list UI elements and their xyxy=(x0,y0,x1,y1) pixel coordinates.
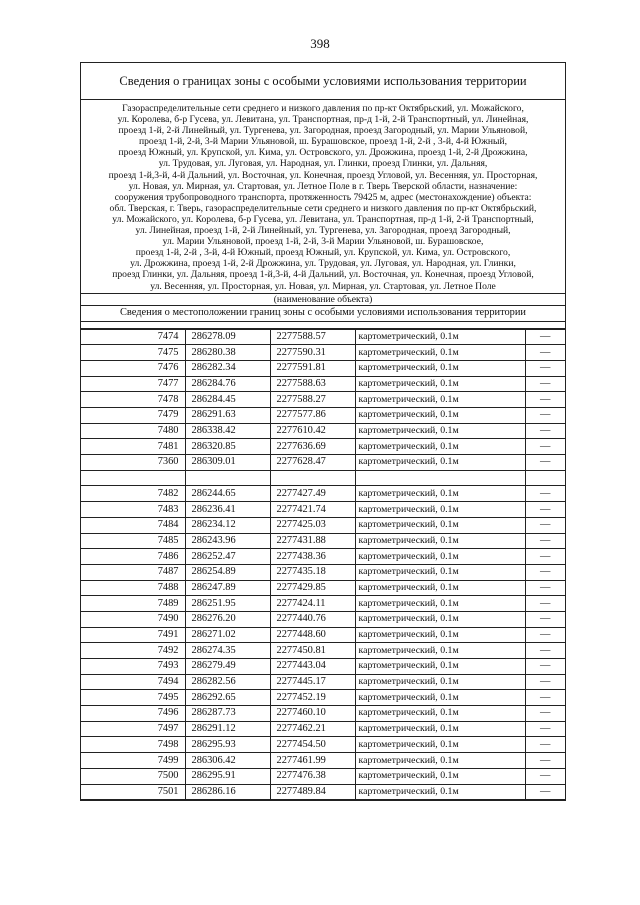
coordinate-y: 2277489.84 xyxy=(270,784,355,800)
description-line: проезд 1-й, 2-й Линейный, ул. Тургенева, ул. Загородная, проезд Загородный, ул. Марии Ульяновой, xyxy=(118,125,528,137)
point-number: 7480 xyxy=(81,423,185,439)
table-row xyxy=(81,596,565,612)
blank-cell xyxy=(185,470,270,486)
coordinate-y: 2277476.38 xyxy=(270,768,355,784)
determination-method: картометрический, 0.1м xyxy=(355,596,525,612)
determination-method: картометрический, 0.1м xyxy=(355,580,525,596)
coordinate-y: 2277448.60 xyxy=(270,627,355,643)
dash-cell: — xyxy=(525,643,565,659)
coordinate-x: 286282.34 xyxy=(185,360,270,376)
coordinate-y: 2277424.11 xyxy=(270,596,355,612)
point-number: 7493 xyxy=(81,659,185,675)
blank-cell xyxy=(270,470,355,486)
determination-method: картометрический, 0.1м xyxy=(355,533,525,549)
description-line: обл. Тверская, г. Тверь, газораспределительные сети среднего и низкого давления по пр-кт Октябрьский, xyxy=(109,202,537,214)
table-row xyxy=(81,329,565,345)
dash-cell: — xyxy=(525,329,565,345)
coordinate-x: 286306.42 xyxy=(185,753,270,769)
point-number: 7498 xyxy=(81,737,185,753)
description-line: ул. Новая, ул. Мирная, ул. Стартовая, ул. Летное Поле в г. Тверь Тверской области, назначение: xyxy=(128,180,518,192)
coordinate-y: 2277461.99 xyxy=(270,753,355,769)
coordinate-y: 2277452.19 xyxy=(270,690,355,706)
determination-method: картометрический, 0.1м xyxy=(355,690,525,706)
dash-cell: — xyxy=(525,627,565,643)
dash-cell: — xyxy=(525,486,565,502)
point-number: 7474 xyxy=(81,329,185,345)
description-line: проезд 1-й,3-й, 4-й Дальний, ул. Восточная, ул. Конечная, проезд Угловой, ул. Весенняя, ул. Просторная, xyxy=(108,169,538,181)
point-number: 7490 xyxy=(81,611,185,627)
determination-method: картометрический, 0.1м xyxy=(355,674,525,690)
table-row xyxy=(81,564,565,580)
table-row xyxy=(81,580,565,596)
determination-method: картометрический, 0.1м xyxy=(355,376,525,392)
point-number: 7360 xyxy=(81,455,185,471)
table-row xyxy=(81,690,565,706)
determination-method: картометрический, 0.1м xyxy=(355,439,525,455)
coordinate-y: 2277588.27 xyxy=(270,392,355,408)
dash-cell: — xyxy=(525,423,565,439)
table-row xyxy=(81,502,565,518)
coordinate-x: 286278.09 xyxy=(185,329,270,345)
coordinates-table xyxy=(81,329,565,801)
table-row xyxy=(81,721,565,737)
description-line: Газораспределительные сети среднего и низкого давления по пр-кт Октябрьский, ул. Можайского, xyxy=(122,103,524,114)
description-line: проезд Глинки, ул. Дальняя, проезд 1-й,3-й, 4-й Дальний, ул. Восточная, ул. Конечная, проезд Угловой, xyxy=(112,269,534,281)
description-line: ул. Трудовая, ул. Луговая, ул. Народная, ул. Глинки, проезд Глинки, ул. Дальняя, xyxy=(158,158,488,170)
determination-method: картометрический, 0.1м xyxy=(355,737,525,753)
table-row xyxy=(81,423,565,439)
table-row xyxy=(81,345,565,361)
coordinate-y: 2277429.85 xyxy=(270,580,355,596)
point-number: 7499 xyxy=(81,753,185,769)
blank-cell xyxy=(525,470,565,486)
table-row xyxy=(81,439,565,455)
point-number: 7486 xyxy=(81,549,185,565)
coordinate-x: 286247.89 xyxy=(185,580,270,596)
dash-cell: — xyxy=(525,580,565,596)
determination-method: картометрический, 0.1м xyxy=(355,345,525,361)
point-number: 7494 xyxy=(81,674,185,690)
blank-cell xyxy=(355,470,525,486)
determination-method: картометрический, 0.1м xyxy=(355,423,525,439)
description-line: проезд 1-й, 2-й , 3-й, 4-й Южный, проезд Южный, ул. Крупской, ул. Кима, ул. Островского, xyxy=(135,247,511,259)
coordinate-x: 286234.12 xyxy=(185,517,270,533)
point-number: 7492 xyxy=(81,643,185,659)
coordinate-x: 286252.47 xyxy=(185,549,270,565)
coordinate-x: 286274.35 xyxy=(185,643,270,659)
coordinate-x: 286287.73 xyxy=(185,706,270,722)
coordinate-y: 2277450.81 xyxy=(270,643,355,659)
description-line: ул. Линейная, проезд 1-й, 2-й Линейный, ул. Тургенева, ул. Загородная, проезд Загородный, xyxy=(135,225,511,237)
determination-method: картометрический, 0.1м xyxy=(355,721,525,737)
dash-cell: — xyxy=(525,517,565,533)
determination-method: картометрический, 0.1м xyxy=(355,564,525,580)
coordinate-y: 2277421.74 xyxy=(270,502,355,518)
determination-method: картометрический, 0.1м xyxy=(355,784,525,800)
coordinate-x: 286243.96 xyxy=(185,533,270,549)
point-number: 7482 xyxy=(81,486,185,502)
determination-method: картометрический, 0.1м xyxy=(355,753,525,769)
page-number: 398 xyxy=(310,36,330,51)
description-line: проезд 1-й, 2-й, 3-й Марии Ульяновой, ш. Бурашовское, проезд 1-й, 2-й , 3-й, 4-й Южный, xyxy=(138,136,508,148)
dash-cell: — xyxy=(525,549,565,565)
point-number: 7483 xyxy=(81,502,185,518)
location-section-title: Сведения о местоположении границ зоны с особыми условиями использования территории xyxy=(81,306,565,322)
point-number: 7496 xyxy=(81,706,185,722)
coordinate-x: 286244.65 xyxy=(185,486,270,502)
coordinate-y: 2277445.17 xyxy=(270,674,355,690)
dash-cell: — xyxy=(525,753,565,769)
table-row xyxy=(81,643,565,659)
coordinate-x: 286291.63 xyxy=(185,408,270,424)
table-row xyxy=(81,753,565,769)
coordinate-x: 286295.93 xyxy=(185,737,270,753)
dash-cell: — xyxy=(525,392,565,408)
table-row xyxy=(81,627,565,643)
point-number: 7500 xyxy=(81,768,185,784)
point-number: 7479 xyxy=(81,408,185,424)
coordinate-x: 286286.16 xyxy=(185,784,270,800)
determination-method: картометрический, 0.1м xyxy=(355,706,525,722)
table-row xyxy=(81,408,565,424)
table-row xyxy=(81,517,565,533)
coordinate-y: 2277591.81 xyxy=(270,360,355,376)
coordinate-y: 2277628.47 xyxy=(270,455,355,471)
point-number: 7489 xyxy=(81,596,185,612)
coordinate-y: 2277425.03 xyxy=(270,517,355,533)
point-number: 7485 xyxy=(81,533,185,549)
table-row xyxy=(81,768,565,784)
coordinate-x: 286338.42 xyxy=(185,423,270,439)
dash-cell: — xyxy=(525,674,565,690)
dash-cell: — xyxy=(525,721,565,737)
point-number: 7484 xyxy=(81,517,185,533)
object-name-label: (наименование объекта) xyxy=(81,294,565,306)
coordinate-y: 2277636.69 xyxy=(270,439,355,455)
point-number: 7476 xyxy=(81,360,185,376)
coordinate-x: 286284.45 xyxy=(185,392,270,408)
table-row xyxy=(81,611,565,627)
table-row xyxy=(81,737,565,753)
zone-boundary-document xyxy=(80,62,566,801)
table-row xyxy=(81,674,565,690)
description-line: сооружения трубопроводного транспорта, протяженность 79425 м, адрес (местонахождение) объекта: xyxy=(114,191,532,203)
blank-row xyxy=(81,470,565,486)
determination-method: картометрический, 0.1м xyxy=(355,360,525,376)
coordinate-y: 2277590.31 xyxy=(270,345,355,361)
coordinate-y: 2277438.36 xyxy=(270,549,355,565)
coordinate-y: 2277588.57 xyxy=(270,329,355,345)
dash-cell: — xyxy=(525,690,565,706)
coordinate-x: 286291.12 xyxy=(185,721,270,737)
dash-cell: — xyxy=(525,564,565,580)
point-number: 7495 xyxy=(81,690,185,706)
table-row xyxy=(81,784,565,800)
coordinate-y: 2277431.88 xyxy=(270,533,355,549)
determination-method: картометрический, 0.1м xyxy=(355,408,525,424)
object-description xyxy=(81,100,565,294)
coordinate-y: 2277454.50 xyxy=(270,737,355,753)
spacer-row xyxy=(81,322,565,329)
dash-cell: — xyxy=(525,360,565,376)
determination-method: картометрический, 0.1м xyxy=(355,643,525,659)
table-row xyxy=(81,376,565,392)
description-line: ул. Марии Ульяновой, проезд 1-й, 2-й, 3-й Марии Ульяновой, ш. Бурашовское, xyxy=(162,236,484,248)
description-line: проезд Южный, ул. Крупской, ул. Кима, ул. Островского, ул. Дрожжина, проезд 1-й, 2-й Дрожжина, xyxy=(118,147,528,159)
point-number: 7477 xyxy=(81,376,185,392)
point-number: 7478 xyxy=(81,392,185,408)
dash-cell: — xyxy=(525,737,565,753)
coordinate-y: 2277462.21 xyxy=(270,721,355,737)
point-number: 7481 xyxy=(81,439,185,455)
document-title: Сведения о границах зоны с особыми условиями использования территории xyxy=(81,63,565,100)
coordinate-x: 286279.49 xyxy=(185,659,270,675)
dash-cell: — xyxy=(525,439,565,455)
dash-cell: — xyxy=(525,784,565,800)
determination-method: картометрический, 0.1м xyxy=(355,455,525,471)
table-row xyxy=(81,392,565,408)
dash-cell: — xyxy=(525,706,565,722)
determination-method: картометрический, 0.1м xyxy=(355,627,525,643)
coordinate-x: 286309.01 xyxy=(185,455,270,471)
point-number: 7497 xyxy=(81,721,185,737)
coordinate-x: 286295.91 xyxy=(185,768,270,784)
determination-method: картометрический, 0.1м xyxy=(355,517,525,533)
dash-cell: — xyxy=(525,611,565,627)
point-number: 7501 xyxy=(81,784,185,800)
coordinate-x: 286251.95 xyxy=(185,596,270,612)
coordinate-y: 2277440.76 xyxy=(270,611,355,627)
dash-cell: — xyxy=(525,345,565,361)
determination-method: картометрический, 0.1м xyxy=(355,502,525,518)
coordinate-x: 286320.85 xyxy=(185,439,270,455)
coordinate-y: 2277460.10 xyxy=(270,706,355,722)
point-number: 7475 xyxy=(81,345,185,361)
dash-cell: — xyxy=(525,768,565,784)
table-row xyxy=(81,706,565,722)
coordinate-y: 2277443.04 xyxy=(270,659,355,675)
dash-cell: — xyxy=(525,502,565,518)
coordinate-x: 286271.02 xyxy=(185,627,270,643)
coordinate-y: 2277427.49 xyxy=(270,486,355,502)
determination-method: картометрический, 0.1м xyxy=(355,486,525,502)
determination-method: картометрический, 0.1м xyxy=(355,549,525,565)
coordinate-y: 2277588.63 xyxy=(270,376,355,392)
coordinate-y: 2277435.18 xyxy=(270,564,355,580)
description-line: ул. Весенняя, ул. Просторная, ул. Новая, ул. Мирная, ул. Стартовая, ул. Летное Поле xyxy=(150,280,496,292)
description-line: ул. Королева, б-р Гусева, ул. Левитана, ул. Транспортная, пр-д 1-й, 2-й Транспортный, ул. Линейная, xyxy=(117,114,529,126)
dash-cell: — xyxy=(525,533,565,549)
determination-method: картометрический, 0.1м xyxy=(355,611,525,627)
coordinate-x: 286280.38 xyxy=(185,345,270,361)
table-row xyxy=(81,455,565,471)
point-number: 7487 xyxy=(81,564,185,580)
table-row xyxy=(81,549,565,565)
dash-cell: — xyxy=(525,596,565,612)
point-number: 7488 xyxy=(81,580,185,596)
coordinate-y: 2277610.42 xyxy=(270,423,355,439)
point-number: 7491 xyxy=(81,627,185,643)
determination-method: картометрический, 0.1м xyxy=(355,768,525,784)
dash-cell: — xyxy=(525,376,565,392)
dash-cell: — xyxy=(525,408,565,424)
coordinate-x: 286254.89 xyxy=(185,564,270,580)
blank-cell xyxy=(81,470,185,486)
dash-cell: — xyxy=(525,455,565,471)
coordinate-x: 286292.65 xyxy=(185,690,270,706)
coordinate-x: 286236.41 xyxy=(185,502,270,518)
description-line: ул. Можайского, ул. Королева, б-р Гусева, ул. Левитана, ул. Транспортная, пр-д 1-й, 2-й Транспортный, xyxy=(112,213,534,225)
coordinate-x: 286284.76 xyxy=(185,376,270,392)
description-line: ул. Дрожжина, проезд 1-й, 2-й Дрожжина, ул. Трудовая, ул. Луговая, ул. Народная, ул. Глинки, xyxy=(130,258,516,270)
coordinate-x: 286276.20 xyxy=(185,611,270,627)
dash-cell: — xyxy=(525,659,565,675)
table-row xyxy=(81,486,565,502)
coordinate-x: 286282.56 xyxy=(185,674,270,690)
determination-method: картометрический, 0.1м xyxy=(355,392,525,408)
determination-method: картометрический, 0.1м xyxy=(355,329,525,345)
table-row xyxy=(81,533,565,549)
coordinate-y: 2277577.86 xyxy=(270,408,355,424)
table-row xyxy=(81,659,565,675)
table-row xyxy=(81,360,565,376)
determination-method: картометрический, 0.1м xyxy=(355,659,525,675)
